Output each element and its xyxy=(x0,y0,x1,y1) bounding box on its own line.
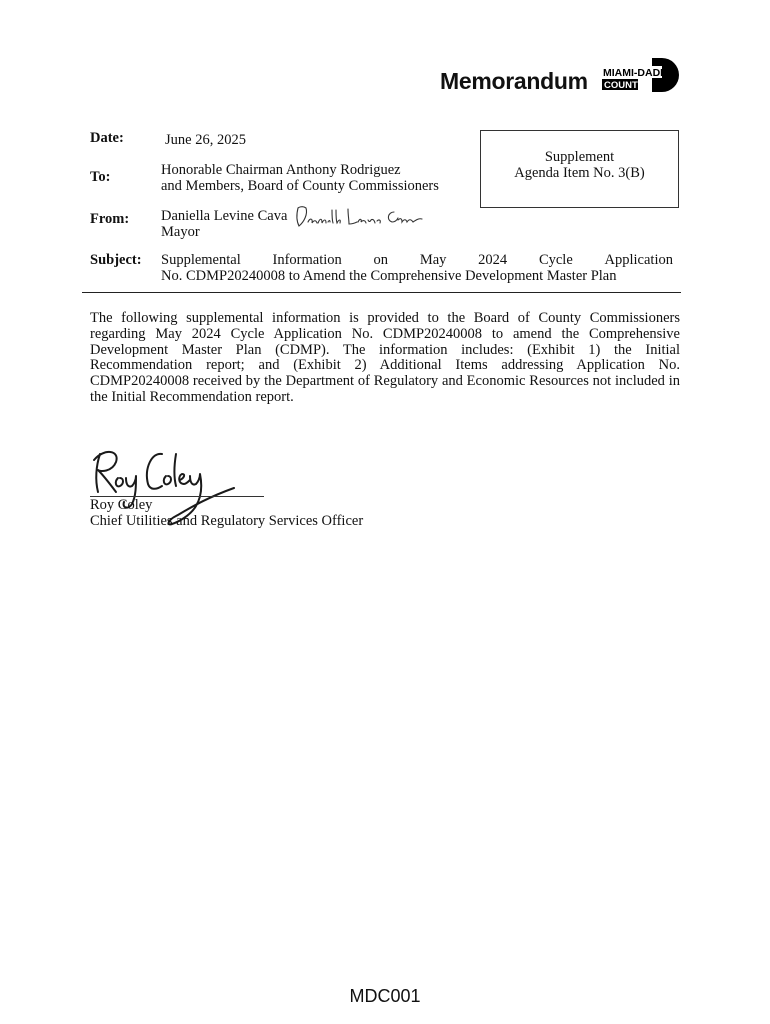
memo-title: Memorandum xyxy=(440,68,588,94)
supplement-line1: Supplement xyxy=(544,149,615,165)
subject-line1 xyxy=(161,252,673,269)
subject-word: 2024 xyxy=(478,252,508,268)
supplement-box xyxy=(480,130,679,208)
document-code: MDC001 xyxy=(349,986,421,1006)
subject-word: Cycle xyxy=(538,252,573,268)
from-label: From: xyxy=(90,211,130,227)
to-value-line2: and Members, Board of County Commissioners xyxy=(161,178,439,194)
from-value-line1: Daniella Levine Cava xyxy=(161,208,288,224)
header-divider xyxy=(82,292,681,293)
subject-word: May xyxy=(419,252,447,268)
mayor-signature xyxy=(292,200,430,234)
svg-text:MIAMI-DADE: MIAMI-DADE xyxy=(603,67,668,79)
from-value-line2: Mayor xyxy=(161,224,200,240)
subject-word: Information xyxy=(272,252,342,268)
date-label: Date: xyxy=(90,130,124,146)
body-paragraph: The following supplemental information is provided to the Board of County Commissioners regarding May 2024 Cycle Application No. CDMP20240008 to amend the Comprehensive Development Master Plan (CDMP). The information includes: (Exhibit 1) the Initial Recommendation report; and (Exhibit 2) Additional Items addressing Application No. CDMP20240008 received by the Department of Regulatory and Economic Resources not included in the Initial Recommendation report. xyxy=(90,310,680,405)
signer-name: Roy Coley xyxy=(90,497,153,513)
to-label: To: xyxy=(90,169,111,185)
subject-word: Supplemental xyxy=(161,252,241,268)
supplement-line2: Agenda Item No. 3(B) xyxy=(514,165,645,181)
date-value: June 26, 2025 xyxy=(165,132,246,148)
subject-word: Application xyxy=(604,252,673,268)
to-value-line1: Honorable Chairman Anthony Rodriguez xyxy=(161,162,401,178)
subject-line2: No. CDMP20240008 to Amend the Comprehensive Development Master Plan xyxy=(161,268,617,284)
subject-label: Subject: xyxy=(90,252,142,268)
svg-text:COUNTY: COUNTY xyxy=(604,80,645,91)
signer-title: Chief Utilities and Regulatory Services Officer xyxy=(90,513,364,529)
subject-word: on xyxy=(373,252,389,268)
miami-dade-county-logo xyxy=(600,56,680,94)
